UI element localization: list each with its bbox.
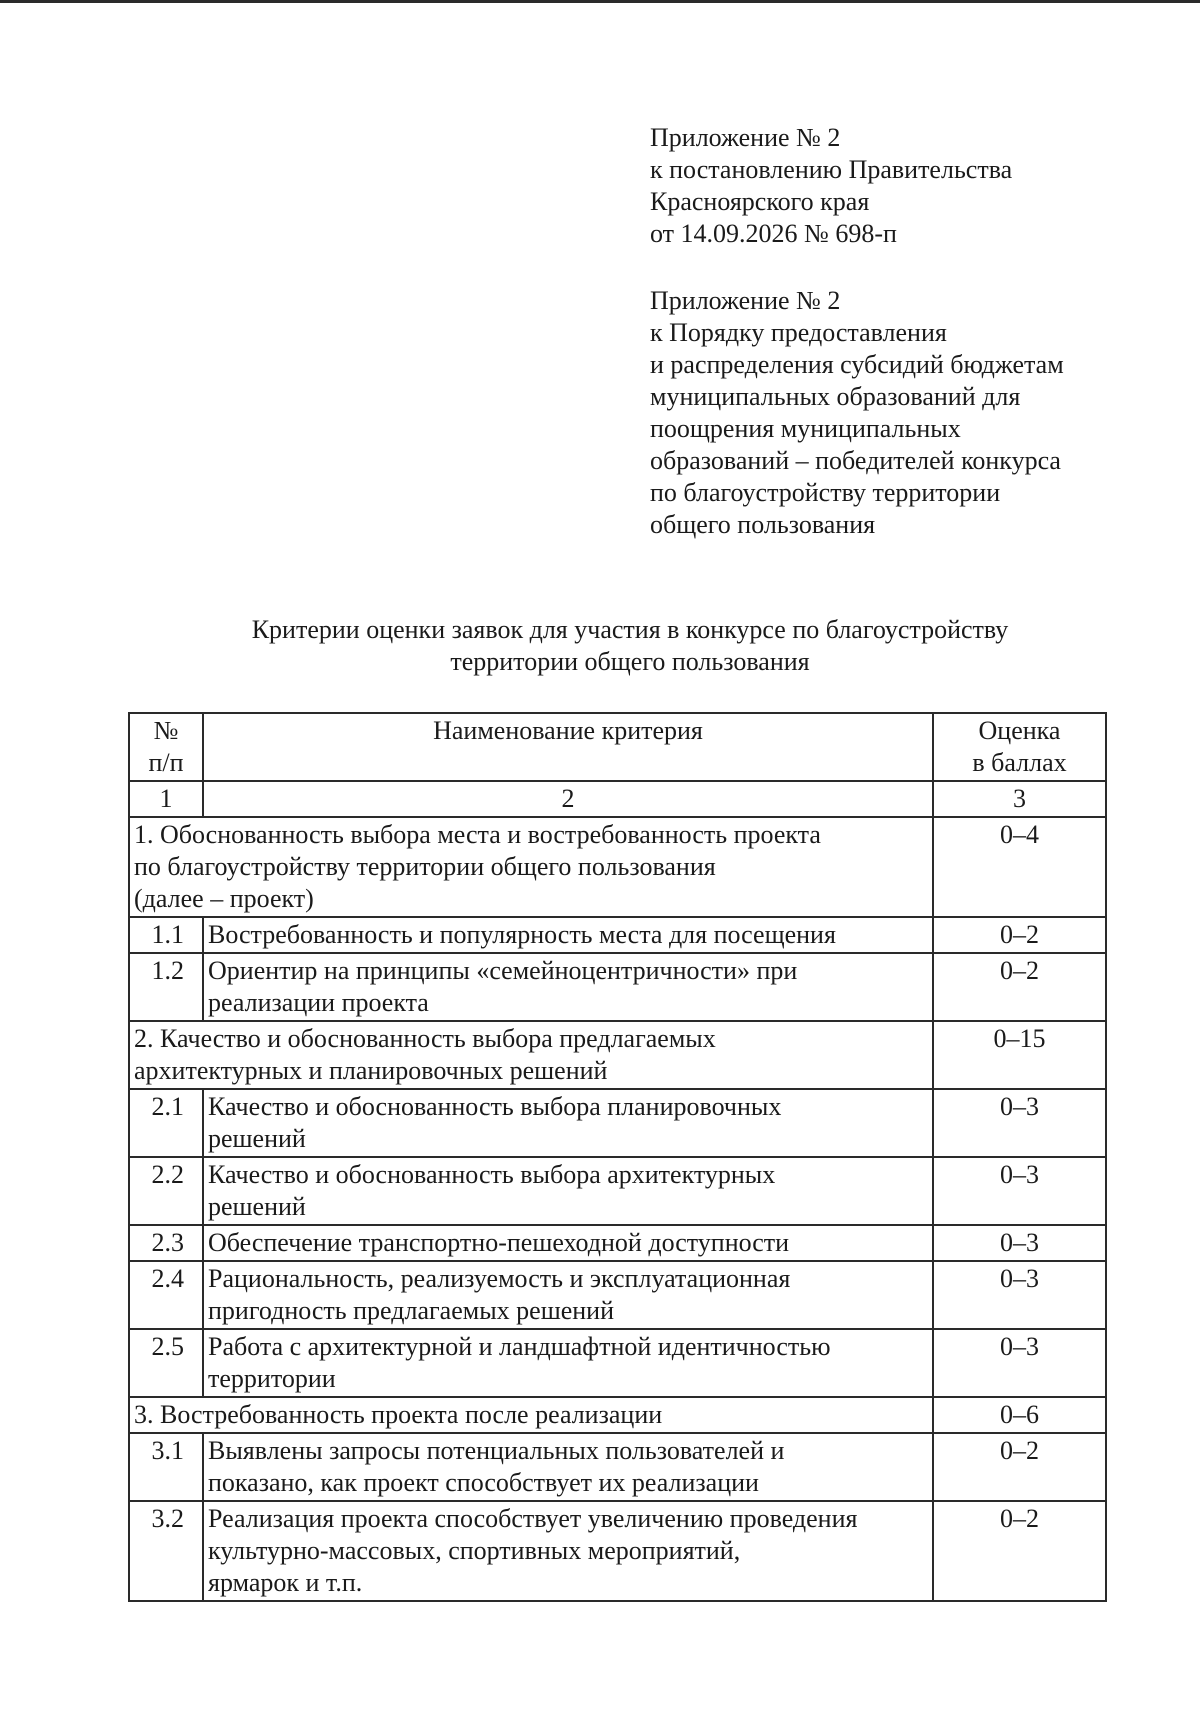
criterion-name-line: Качество и обоснованность выбора архитектурных xyxy=(208,1160,776,1189)
annex-header-resolution xyxy=(650,122,1170,250)
title-line: территории общего пользования xyxy=(450,647,810,676)
annex-line: к постановлению Правительства xyxy=(650,155,1013,184)
criterion-name-line: пригодность предлагаемых решений xyxy=(208,1296,615,1325)
criterion-score: 0–3 xyxy=(933,1089,1106,1157)
criterion-name xyxy=(203,1089,933,1157)
section-name xyxy=(129,817,933,917)
criterion-row xyxy=(129,1225,1106,1261)
criterion-row xyxy=(129,1433,1106,1501)
header-score-line: Оценка xyxy=(978,716,1061,745)
criterion-score: 0–2 xyxy=(933,1433,1106,1501)
criterion-score: 0–2 xyxy=(933,1501,1106,1601)
criterion-score: 0–2 xyxy=(933,953,1106,1021)
annex-line: Приложение № 2 xyxy=(650,286,841,315)
header-name: Наименование критерия xyxy=(203,713,933,781)
criterion-name-line: территории xyxy=(208,1364,336,1393)
criterion-row xyxy=(129,1089,1106,1157)
criterion-name-line: реализации проекта xyxy=(208,988,429,1017)
title-line: Критерии оценки заявок для участия в конкурсе по благоустройству xyxy=(251,615,1009,644)
criterion-name xyxy=(203,1501,933,1601)
criterion-name xyxy=(203,1329,933,1397)
header-num xyxy=(129,713,203,781)
annex-line: муниципальных образований для xyxy=(650,382,1021,411)
criterion-row xyxy=(129,917,1106,953)
criterion-score: 0–15 xyxy=(933,1021,1106,1089)
criterion-number: 3.1 xyxy=(129,1433,203,1501)
criterion-row xyxy=(129,1157,1106,1225)
section-name-line: по благоустройству территории общего пользования xyxy=(134,852,716,881)
criterion-number: 2.3 xyxy=(129,1225,203,1261)
annex-line: по благоустройству территории xyxy=(650,478,1001,507)
criterion-name-line: Реализация проекта способствует увеличению проведения xyxy=(208,1504,858,1533)
criterion-number: 3.2 xyxy=(129,1501,203,1601)
annex-line: и распределения субсидий бюджетам xyxy=(650,350,1064,379)
criterion-number: 1.2 xyxy=(129,953,203,1021)
criterion-name xyxy=(203,1433,933,1501)
annex-line: общего пользования xyxy=(650,510,876,539)
annex-header-procedure xyxy=(650,285,1170,541)
criterion-name-line: Ориентир на принципы «семейноцентричности» при xyxy=(208,956,798,985)
criteria-table-body xyxy=(129,713,1106,1601)
criterion-row xyxy=(129,953,1106,1021)
header-score-line: в баллах xyxy=(972,748,1067,777)
annex-line: образований – победителей конкурса xyxy=(650,446,1061,475)
criterion-name xyxy=(203,1225,933,1261)
criterion-name xyxy=(203,1157,933,1225)
criterion-score: 0–6 xyxy=(933,1397,1106,1433)
section-name-line: 1. Обоснованность выбора места и востребованность проекта xyxy=(134,820,821,849)
criterion-name-line: Востребованность и популярность места для посещения xyxy=(208,920,836,949)
criterion-name xyxy=(203,953,933,1021)
criterion-score: 0–3 xyxy=(933,1225,1106,1261)
criterion-score: 0–2 xyxy=(933,917,1106,953)
section-row xyxy=(129,1397,1106,1433)
criterion-name-line: Обеспечение транспортно-пешеходной доступности xyxy=(208,1228,790,1257)
annex-line: от 14.09.2026 № 698-п xyxy=(650,219,897,248)
table-header-row xyxy=(129,713,1106,781)
section-name xyxy=(129,1021,933,1089)
column-number: 2 xyxy=(203,781,933,817)
annex-line: Красноярского края xyxy=(650,187,870,216)
section-row xyxy=(129,1021,1106,1089)
section-name-line: (далее – проект) xyxy=(134,884,314,913)
criterion-score: 0–3 xyxy=(933,1261,1106,1329)
criterion-name-line: решений xyxy=(208,1124,306,1153)
section-name-line: 3. Востребованность проекта после реализации xyxy=(134,1400,663,1429)
annex-line: поощрения муниципальных xyxy=(650,414,961,443)
criterion-name-line: решений xyxy=(208,1192,306,1221)
section-name-line: 2. Качество и обоснованность выбора предлагаемых xyxy=(134,1024,716,1053)
section-name-line: архитектурных и планировочных решений xyxy=(134,1056,608,1085)
criterion-score: 0–3 xyxy=(933,1157,1106,1225)
criterion-name xyxy=(203,917,933,953)
column-number: 1 xyxy=(129,781,203,817)
header-score xyxy=(933,713,1106,781)
criterion-row xyxy=(129,1501,1106,1601)
criterion-number: 1.1 xyxy=(129,917,203,953)
criterion-number: 2.1 xyxy=(129,1089,203,1157)
section-name xyxy=(129,1397,933,1433)
annex-line: к Порядку предоставления xyxy=(650,318,947,347)
column-number-row xyxy=(129,781,1106,817)
criterion-row xyxy=(129,1261,1106,1329)
criterion-number: 2.5 xyxy=(129,1329,203,1397)
criterion-score: 0–4 xyxy=(933,817,1106,917)
criterion-number: 2.2 xyxy=(129,1157,203,1225)
criterion-name-line: Качество и обоснованность выбора планировочных xyxy=(208,1092,782,1121)
criterion-name-line: Выявлены запросы потенциальных пользователей и xyxy=(208,1436,785,1465)
criterion-name-line: Рациональность, реализуемость и эксплуатационная xyxy=(208,1264,791,1293)
header-num-line: п/п xyxy=(148,748,184,777)
criterion-name-line: показано, как проект способствует их реализации xyxy=(208,1468,759,1497)
criteria-table xyxy=(128,712,1107,1602)
top-border xyxy=(0,0,1200,3)
criterion-name-line: ярмарок и т.п. xyxy=(208,1568,363,1597)
annex-line: Приложение № 2 xyxy=(650,123,841,152)
criterion-score: 0–3 xyxy=(933,1329,1106,1397)
criterion-name xyxy=(203,1261,933,1329)
criterion-row xyxy=(129,1329,1106,1397)
criterion-name-line: культурно-массовых, спортивных мероприятий, xyxy=(208,1536,741,1565)
criterion-name-line: Работа с архитектурной и ландшафтной идентичностью xyxy=(208,1332,831,1361)
document-title xyxy=(130,614,1130,678)
section-row xyxy=(129,817,1106,917)
criterion-number: 2.4 xyxy=(129,1261,203,1329)
column-number: 3 xyxy=(933,781,1106,817)
header-num-line: № xyxy=(153,716,179,745)
